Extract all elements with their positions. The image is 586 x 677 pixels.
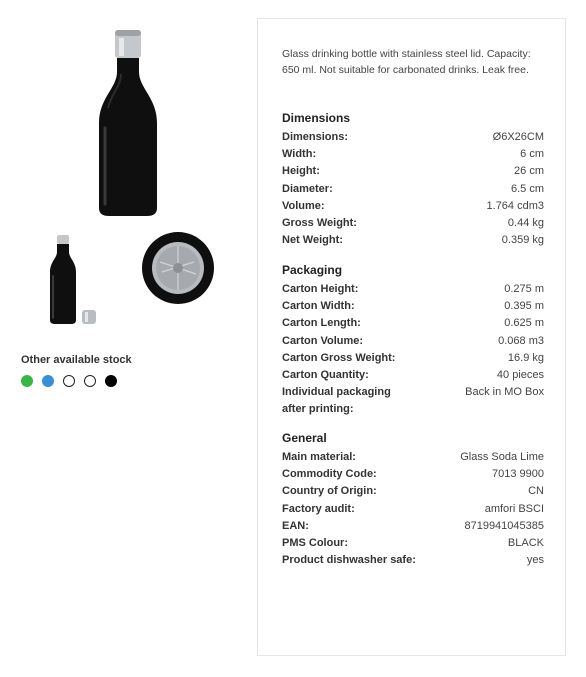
general-value: CN: [528, 485, 544, 498]
packaging-heading: Packaging: [282, 263, 343, 277]
general-value: 7013 9900: [492, 468, 544, 481]
general-section: [282, 429, 544, 569]
dimensions-section: [282, 109, 544, 249]
dimension-row: [282, 198, 544, 215]
dimension-value: 6 cm: [520, 148, 544, 161]
general-heading: General: [282, 431, 327, 445]
packaging-value: 0.625 m: [504, 317, 544, 330]
general-row: [282, 466, 544, 483]
packaging-row: [282, 333, 544, 350]
thumbnail-bottle-open[interactable]: [44, 232, 104, 328]
swatch-white[interactable]: [63, 375, 75, 387]
packaging-row: [282, 298, 544, 315]
general-label: Commodity Code:: [282, 468, 377, 481]
packaging-row: [282, 281, 544, 298]
general-row: [282, 518, 544, 535]
packaging-label: Individual packaging after printing:: [282, 386, 391, 416]
general-label: Main material:: [282, 451, 356, 463]
packaging-label: Carton Volume:: [282, 334, 364, 347]
thumbnail-bottle-bottom[interactable]: [134, 232, 226, 304]
dimension-label: Volume:: [282, 199, 325, 212]
packaging-section: [282, 261, 544, 419]
packaging-label: Carton Width:: [282, 300, 355, 313]
general-value: BLACK: [507, 537, 544, 550]
packaging-label: Carton Gross Weight:: [282, 351, 396, 364]
dimension-label: Height:: [282, 165, 320, 178]
swatch-blue[interactable]: [42, 375, 54, 387]
packaging-value: 0.068 m3: [498, 334, 544, 347]
dimension-value: Ø6X26CM: [492, 131, 544, 143]
dimension-value: 6.5 cm: [510, 182, 544, 195]
general-row: [282, 552, 544, 569]
dimension-row: [282, 129, 544, 146]
general-row: [282, 535, 544, 552]
swatch-transparent[interactable]: [84, 375, 96, 387]
dimension-row: [282, 232, 544, 249]
dimension-value: 1.764 cdm3: [486, 199, 544, 212]
swatch-black[interactable]: [105, 375, 117, 387]
dimension-label: Dimensions:: [282, 131, 349, 143]
dimension-row: [282, 181, 544, 198]
swatch-green[interactable]: [21, 375, 33, 387]
general-row: [282, 449, 544, 466]
packaging-row: [282, 367, 544, 384]
dimension-label: Diameter:: [282, 182, 333, 195]
packaging-label: Carton Length:: [282, 317, 361, 330]
dimension-label: Net Weight:: [282, 234, 343, 247]
main-product-image[interactable]: [95, 28, 161, 218]
packaging-value: 40 pieces: [496, 369, 544, 382]
product-description: Glass drinking bottle with stainless steel lid. Capacity: 650 ml. Not suitable for carbonated drinks. Leak free.: [282, 48, 531, 76]
dimensions-heading: Dimensions: [282, 111, 351, 125]
dimension-label: Gross Weight:: [282, 217, 357, 230]
packaging-value: 0.275 m: [504, 283, 544, 295]
dimension-row: [282, 146, 544, 163]
packaging-value: 16.9 kg: [507, 351, 544, 364]
packaging-value: Back in MO Box: [465, 386, 544, 399]
general-value: yes: [526, 554, 544, 567]
product-info-panel: [257, 18, 566, 656]
general-value: 8719941045385: [464, 519, 544, 532]
general-label: Product dishwasher safe:: [282, 554, 416, 567]
dimension-value: 0.44 kg: [507, 217, 544, 230]
general-label: EAN:: [282, 519, 309, 532]
general-value: Glass Soda Lime: [460, 451, 544, 463]
dimension-value: 26 cm: [514, 165, 544, 178]
dimension-row: [282, 163, 544, 180]
packaging-label: Carton Quantity:: [282, 369, 369, 382]
packaging-row: [282, 350, 544, 367]
packaging-row: [282, 315, 544, 332]
packaging-row: [282, 384, 544, 418]
packaging-value: 0.395 m: [504, 300, 544, 313]
general-row: [282, 483, 544, 500]
dimension-row: [282, 215, 544, 232]
general-label: PMS Colour:: [282, 537, 348, 550]
dimension-value: 0.359 kg: [501, 234, 544, 247]
general-label: Factory audit:: [282, 502, 355, 515]
general-row: [282, 501, 544, 518]
general-label: Country of Origin:: [282, 485, 377, 498]
other-stock-title: Other available stock: [21, 354, 132, 366]
color-swatches: [21, 375, 117, 387]
general-value: amfori BSCI: [484, 502, 544, 515]
packaging-label: Carton Height:: [282, 283, 359, 295]
dimension-label: Width:: [282, 148, 317, 161]
